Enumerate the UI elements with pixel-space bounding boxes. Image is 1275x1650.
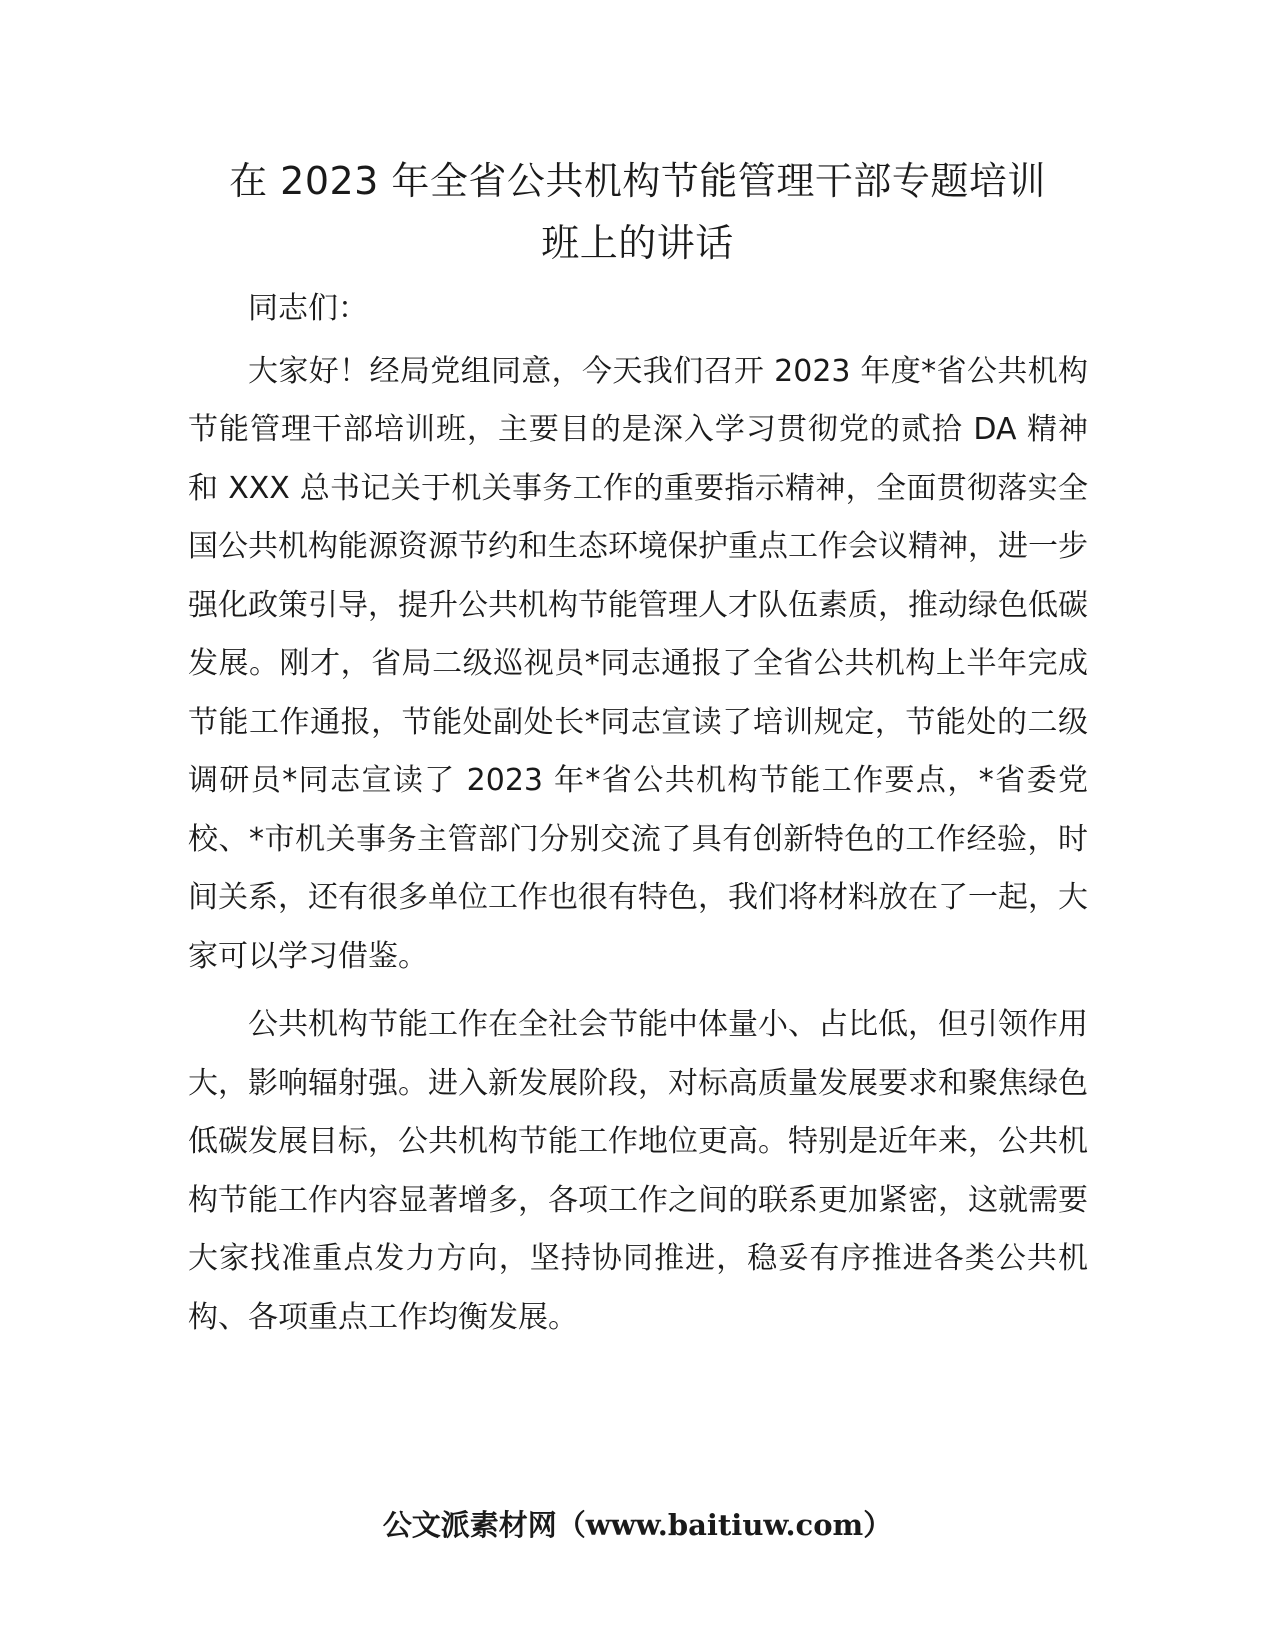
footer-watermark: 公文派素材网（www.baitiuw.com） <box>382 1508 893 1542</box>
salutation: 同志们： <box>248 291 368 326</box>
document-body <box>188 280 1088 1347</box>
document-title <box>150 150 1125 274</box>
paragraph-1: 大家好！经局党组同意，今天我们召开 2023 年度*省公共机构节能管理干部培训班，主要目的是深入学习贯彻党的贰拾 DA 精神和 XXX 总书记关于机关事务工作的重要指示精神，全面贯彻落实全国公共机构能源资源节约和生态环境保护重点工作会议精神，进一步强化政策引导，提升公共机构节能管理人才队伍素质，推动绿色低碳发展。刚才，省局二级巡视员*同志通报了全省公共机构上半年完成节能工作通报，节能处副处长*同志宣读了培训规定，节能处的二级调研员*同志宣读了 2023 年*省公共机构节能工作要点，*省委党校、*市机关事务主管部门分别交流了具有创新特色的工作经验，时间关系，还有很多单位工作也很有特色，我们将材料放在了一起，大家可以学习借鉴。 <box>188 353 1088 974</box>
title-line-2: 班上的讲话 <box>541 221 734 265</box>
paragraph-2: 公共机构节能工作在全社会节能中体量小、占比低，但引领作用大，影响辐射强。进入新发展阶段，对标高质量发展要求和聚焦绿色低碳发展目标，公共机构节能工作地位更高。特别是近年来，公共机构节能工作内容显著增多，各项工作之间的联系更加紧密，这就需要大家找准重点发力方向，坚持协同推进，稳妥有序推进各类公共机构、各项重点工作均衡发展。 <box>188 1007 1088 1335</box>
title-line-1: 在 2023 年全省公共机构节能管理干部专题培训 <box>229 159 1046 203</box>
